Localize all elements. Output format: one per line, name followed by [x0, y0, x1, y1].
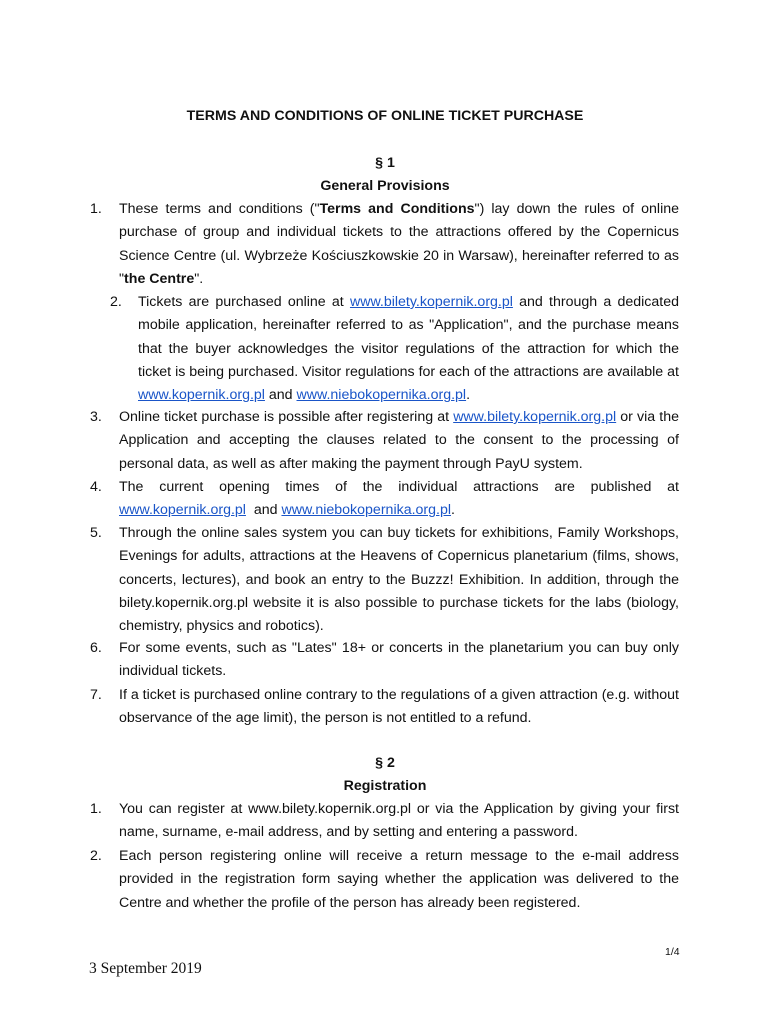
document-title: TERMS AND CONDITIONS OF ONLINE TICKET PURCHASE	[186, 108, 584, 124]
niebokopernika-link[interactable]: www.niebokopernika.org.pl	[296, 387, 467, 404]
section-2-heading: Registration	[343, 778, 427, 794]
term-emphasis: Terms and Conditions	[319, 201, 475, 217]
niebokopernika-link[interactable]: www.niebokopernika.org.pl	[281, 502, 452, 519]
list-item	[119, 198, 679, 291]
page-number: 1/4	[665, 946, 680, 958]
bilety-link[interactable]: www.bilety.kopernik.org.pl	[453, 409, 617, 425]
item-text: These terms and conditions ("	[119, 201, 320, 217]
footer-date: 3 September 2019	[89, 960, 202, 977]
item-text: ".	[194, 270, 204, 287]
item-number: 2.	[90, 848, 102, 864]
item-number: 2.	[110, 294, 122, 310]
section-2-symbol: § 2	[375, 755, 395, 771]
item-number: 7.	[90, 687, 102, 703]
list-item	[119, 406, 679, 476]
item-number: 5.	[90, 525, 102, 541]
item-number: 1.	[90, 201, 102, 217]
item-text: and through a dedicated mobile application, hereinafter referred to as "Application", and the purchase means that the buyer acknowledges the visitor regulations of the attraction for which the ticket is being purchased. Visitor regulations for each of the attractions are available at	[138, 294, 679, 380]
item-text: or via the Application and accepting the clauses related to the consent to the processing of personal data, as well as after making the payment through PayU system.	[119, 409, 679, 472]
item-text: Tickets are purchased online at	[138, 294, 350, 310]
list-item: If a ticket is purchased online contrary to the regulations of a given attraction (e.g. without observance of the age limit), the person is not entitled to a refund.	[119, 687, 679, 727]
item-text: .	[466, 387, 471, 404]
item-number: 4.	[90, 479, 102, 495]
item-text: The current opening times of the individual attractions are published at	[119, 479, 679, 495]
item-text: .	[451, 502, 455, 519]
list-item: For some events, such as "Lates" 18+ or concerts in the planetarium you can buy only individual tickets.	[119, 640, 679, 680]
kopernik-link[interactable]: www.kopernik.org.pl	[119, 502, 246, 519]
section-1-symbol: § 1	[375, 155, 395, 171]
item-number: 6.	[90, 640, 102, 656]
item-number: 1.	[90, 801, 102, 817]
list-item: You can register at www.bilety.kopernik.org.pl or via the Application by giving your first name, surname, e-mail address, and by setting and entering a password.	[119, 801, 679, 841]
item-text: ") lay down the rules of online purchase of group and individual tickets to the attractions offered by the Copernicus Science Centre (ul. Wybrzeże Kościuszkowskie 20 in Warsaw), hereinafter referred to as "	[119, 201, 680, 287]
item-text: and	[264, 387, 297, 404]
list-item: Through the online sales system you can buy tickets for exhibitions, Family Workshops, Evenings for adults, attractions at the Heavens of Copernicus planetarium (films, shows, concerts, lectures), and book an entry to the Buzzz! Exhibition. In addition, through the bilety.kopernik.org.pl website it is also possible to purchase tickets for the labs (biology, chemistry, physics and robotics).	[119, 525, 679, 635]
section-1-heading: General Provisions	[320, 178, 450, 194]
list-item	[138, 291, 679, 407]
item-text: Online ticket purchase is possible after registering at	[119, 409, 454, 425]
bilety-link[interactable]: www.bilety.kopernik.org.pl	[349, 294, 513, 310]
list-item	[119, 476, 679, 523]
term-emphasis: the Centre	[124, 270, 195, 287]
item-text: and	[245, 502, 282, 519]
item-number: 3.	[90, 409, 102, 425]
kopernik-link[interactable]: www.kopernik.org.pl	[138, 387, 265, 404]
list-item: Each person registering online will receive a return message to the e-mail address provided in the registration form saying whether the application was delivered to the Centre and whether the profile of the person has already been registered.	[119, 848, 679, 911]
